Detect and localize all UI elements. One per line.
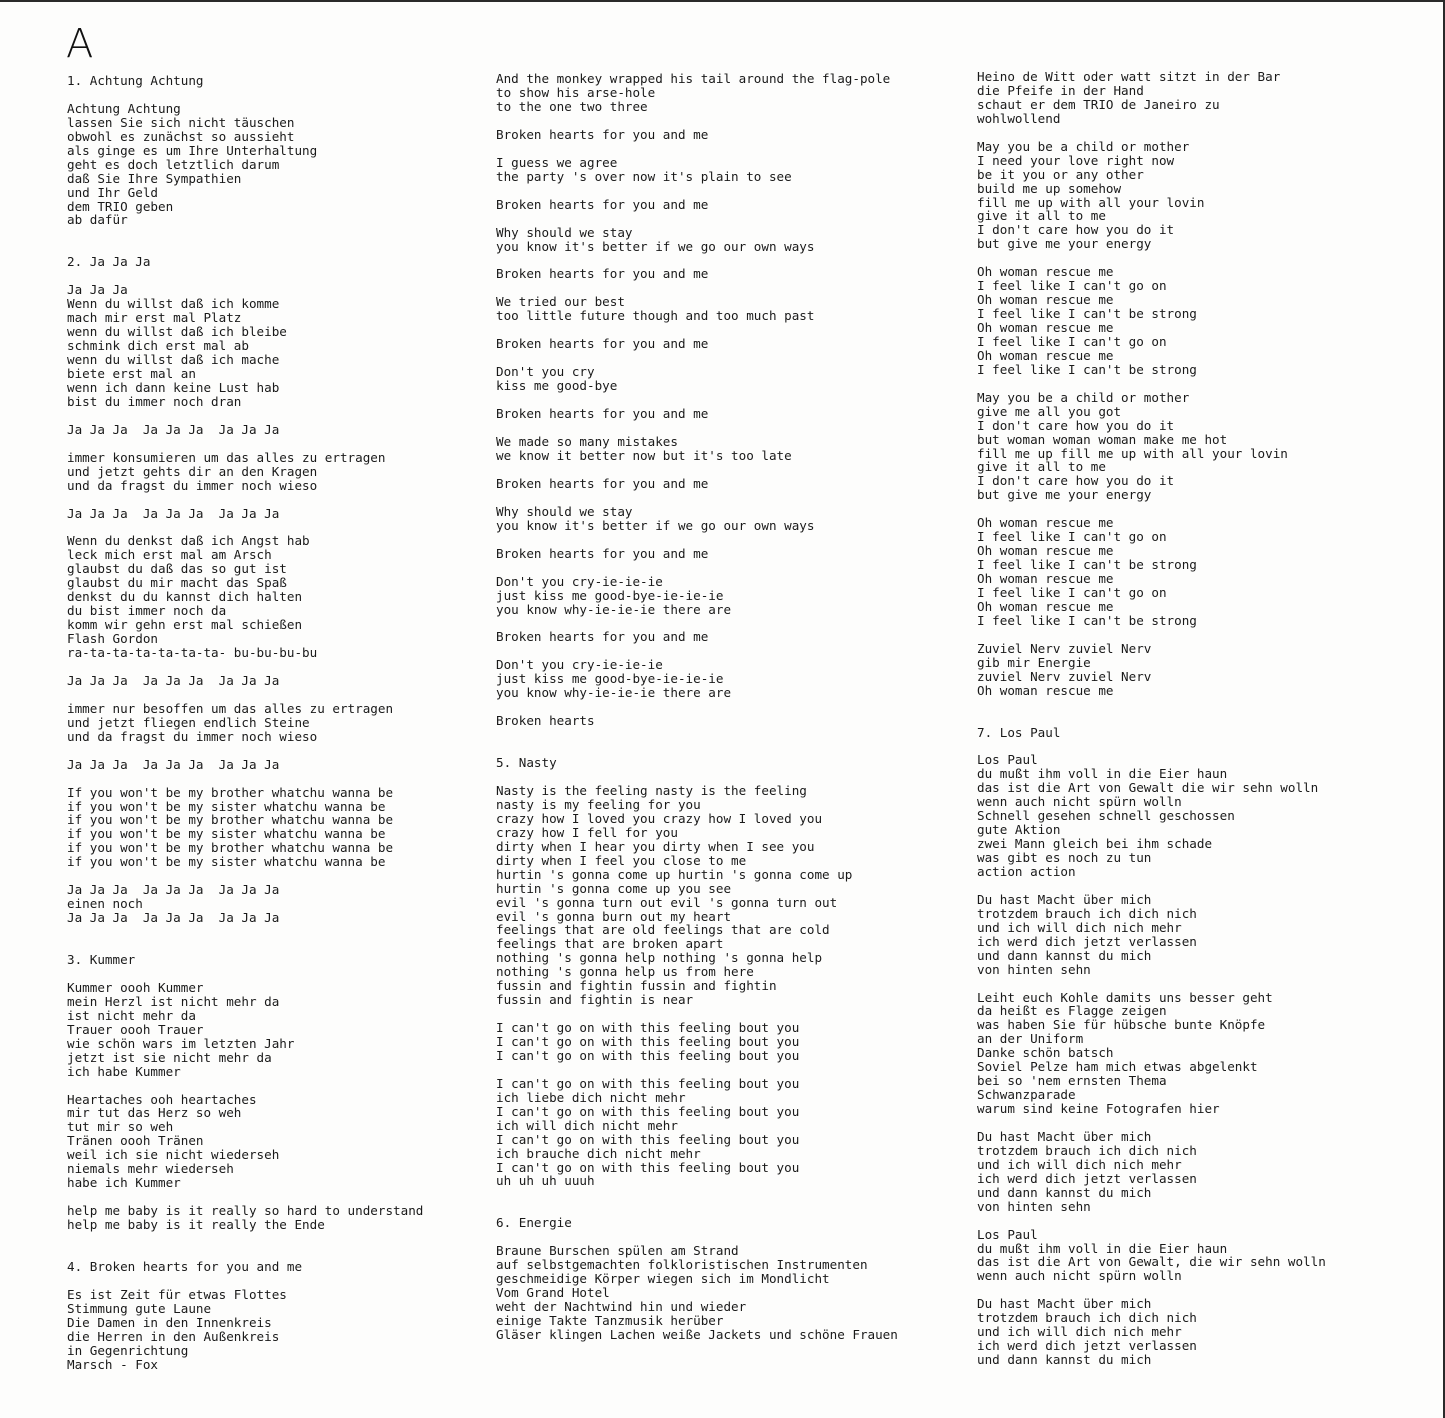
lyric-line: und Ihr Geld	[67, 184, 158, 200]
lyric-line: ich will dich nicht mehr	[496, 1117, 678, 1133]
lyric-line: weht der Nachtwind hin und wieder	[496, 1299, 747, 1315]
stanza	[977, 1130, 1437, 1214]
lyric-line: if you won't be my sister whatchu wanna be	[67, 826, 386, 842]
stanza	[977, 70, 1437, 126]
lyric-line: ra-ta-ta-ta-ta-ta-ta- bu-bu-bu-bu	[67, 644, 318, 660]
lyric-line: Oh woman rescue me	[977, 571, 1114, 586]
lyric-line: dirty when I feel you close to me	[496, 852, 747, 868]
lyric-line: trotzdem brauch ich dich nich	[977, 905, 1197, 921]
lyric-line: du bist immer noch da	[67, 603, 227, 619]
lyric-line: jetzt ist sie nicht mehr da	[67, 1049, 272, 1065]
lyric-line: und da fragst du immer noch wieso	[67, 728, 318, 744]
lyric-line: du mußt ihm voll in die Eier haun	[977, 1240, 1228, 1256]
lyric-line: Ja Ja Ja Ja Ja Ja Ja Ja Ja	[67, 672, 280, 688]
lyric-line: gib mir Energie	[977, 654, 1091, 670]
lyric-line: We tried our best	[496, 294, 625, 310]
lyric-line: Zuviel Nerv zuviel Nerv	[977, 640, 1152, 656]
lyric-line: Flash Gordon	[67, 631, 158, 647]
lyric-line: Broken hearts for you and me	[496, 196, 709, 212]
lyric-line: in Gegenrichtung	[67, 1342, 189, 1358]
lyric-line: evil 's gonna burn out my heart	[496, 908, 732, 924]
lyric-line: Ja Ja Ja Ja Ja Ja Ja Ja Ja	[67, 756, 280, 772]
lyric-line: immer nur besoffen um das alles zu ertragen	[67, 700, 394, 716]
lyric-line: Why should we stay	[496, 503, 633, 519]
lyric-line: geht es doch letztlich darum	[67, 156, 280, 172]
song-title: 4. Broken hearts for you and me	[67, 1258, 303, 1274]
lyric-line: I can't go on with this feeling bout you	[496, 1075, 800, 1091]
lyric-line: tut mir so weh	[67, 1119, 174, 1135]
lyric-line: Wenn du willst daß ich komme	[67, 296, 280, 312]
stanza	[496, 407, 966, 421]
lyric-line: und ich will dich nich mehr	[977, 1324, 1182, 1340]
stanza	[496, 337, 966, 351]
lyric-line: if you won't be my brother whatchu wanna be	[67, 812, 394, 828]
lyric-line: obwohl es zunächst so aussieht	[67, 128, 295, 144]
side-letter: A	[66, 21, 94, 67]
stanza	[67, 1093, 487, 1191]
lyrics-column-1	[67, 74, 487, 1386]
lyric-line: Oh woman rescue me	[977, 347, 1114, 363]
lyric-line: I feel like I can't be strong	[977, 306, 1197, 322]
lyric-line: fussin and fightin is near	[496, 992, 694, 1008]
lyric-line: but give me your energy	[977, 236, 1152, 252]
stanza	[977, 753, 1437, 878]
stanza	[67, 423, 487, 437]
lyric-line: trotzdem brauch ich dich nich	[977, 1310, 1197, 1326]
lyric-line: Stimmung gute Laune	[67, 1300, 212, 1316]
lyric-line: ich liebe dich nicht mehr	[496, 1089, 686, 1105]
lyric-line: Oh woman rescue me	[977, 682, 1114, 698]
lyric-line: fill me up fill me up with all your lovin	[977, 445, 1288, 461]
lyric-line: die Herren in den Außenkreis	[67, 1328, 280, 1344]
stanza	[67, 786, 487, 870]
stanza	[496, 128, 966, 142]
lyric-line: ich brauche dich nicht mehr	[496, 1145, 701, 1161]
lyric-line: und dann kannst du mich	[977, 1184, 1152, 1200]
stanza	[496, 575, 966, 617]
lyric-line: I can't go on with this feeling bout you	[496, 1034, 800, 1050]
lyrics-column-3	[977, 70, 1437, 1381]
stanza	[67, 534, 487, 659]
stanza	[977, 1228, 1437, 1284]
lyric-line: nothing 's gonna help us from here	[496, 964, 754, 980]
stanza	[496, 714, 966, 728]
lyric-line: Heartaches ooh heartaches	[67, 1091, 257, 1107]
lyric-line: Schnell gesehen schnell geschossen	[977, 808, 1235, 824]
stanza	[977, 140, 1437, 252]
lyric-line: Ja Ja Ja	[67, 282, 128, 298]
stanza	[977, 1297, 1437, 1367]
stanza	[67, 283, 487, 408]
stanza	[496, 784, 966, 1007]
lyric-line: das ist die Art von Gewalt die wir sehn wolln	[977, 780, 1319, 796]
stanza	[977, 516, 1437, 628]
lyric-line: feelings that are broken apart	[496, 936, 724, 952]
lyric-line: I need your love right now	[977, 152, 1175, 168]
lyric-line: dirty when I hear you dirty when I see you	[496, 838, 815, 854]
lyric-line: niemals mehr wiederseh	[67, 1161, 234, 1177]
stanza	[496, 505, 966, 533]
song-title: 3. Kummer	[67, 952, 136, 968]
song-title: 1. Achtung Achtung	[67, 73, 204, 88]
stanza	[977, 391, 1437, 503]
lyric-line: If you won't be my brother whatchu wanna be	[67, 784, 394, 800]
stanza	[496, 365, 966, 393]
lyric-line: Leiht euch Kohle damits uns besser geht	[977, 989, 1273, 1005]
lyric-line: ich habe Kummer	[67, 1063, 181, 1079]
lyric-line: wenn du willst daß ich mache	[67, 352, 280, 368]
lyric-line: too little future though and too much past	[496, 308, 815, 324]
lyric-line: auf selbstgemachten folkloristischen Instrumenten	[496, 1257, 868, 1273]
lyric-line: just kiss me good-bye-ie-ie-ie	[496, 587, 724, 603]
lyric-line: Broken hearts for you and me	[496, 266, 709, 282]
stanza	[496, 267, 966, 281]
lyric-line: And the monkey wrapped his tail around the flag-pole	[496, 71, 891, 86]
lyric-line: give it all to me	[977, 208, 1106, 224]
lyric-line: Oh woman rescue me	[977, 320, 1114, 335]
song-title: 6. Energie	[496, 1215, 572, 1231]
lyric-line: Es ist Zeit für etwas Flottes	[67, 1286, 287, 1302]
lyric-line: I feel like I can't go on	[977, 333, 1167, 349]
stanza	[67, 883, 487, 925]
stanza	[67, 507, 487, 521]
lyric-line: Soviel Pelze ham mich etwas abgelenkt	[977, 1059, 1258, 1075]
lyric-line: if you won't be my sister whatchu wanna be	[67, 854, 386, 870]
lyric-line: und jetzt fliegen endlich Steine	[67, 714, 310, 730]
lyric-line: wie schön wars im letzten Jahr	[67, 1035, 295, 1051]
lyric-line: einen noch	[67, 896, 143, 912]
lyric-line: ab dafür	[67, 212, 128, 228]
lyric-line: habe ich Kummer	[67, 1175, 181, 1191]
lyric-line: mach mir erst mal Platz	[67, 310, 242, 326]
lyric-line: Don't you cry	[496, 364, 595, 380]
lyric-line: crazy how I fell for you	[496, 824, 678, 840]
stanza	[67, 981, 487, 1079]
stanza	[67, 1204, 487, 1232]
lyric-line: crazy how I loved you crazy how I loved you	[496, 810, 823, 826]
lyric-line: Ja Ja Ja Ja Ja Ja Ja Ja Ja	[67, 882, 280, 898]
lyric-line: Broken hearts for you and me	[496, 126, 709, 142]
lyric-line: I don't care how you do it	[977, 473, 1175, 489]
lyric-line: und dann kannst du mich	[977, 1352, 1152, 1368]
lyric-line: Broken hearts for you and me	[496, 629, 709, 645]
lyric-line: May you be a child or mother	[977, 138, 1190, 154]
lyric-line: glaubst du daß das so gut ist	[67, 561, 287, 577]
lyric-line: Oh woman rescue me	[977, 292, 1114, 308]
lyric-line: weil ich sie nicht wiederseh	[67, 1147, 280, 1163]
lyric-line: gute Aktion	[977, 822, 1061, 838]
stanza	[496, 630, 966, 644]
lyric-line: Broken hearts for you and me	[496, 545, 709, 561]
lyric-line: I guess we agree	[496, 154, 618, 170]
stanza	[977, 893, 1437, 977]
lyric-line: wenn auch nicht spürn wolln	[977, 794, 1182, 810]
lyric-line: Oh woman rescue me	[977, 598, 1114, 614]
lyric-line: mir tut das Herz so weh	[67, 1105, 242, 1121]
stanza	[496, 72, 966, 114]
lyric-line: zuviel Nerv zuviel Nerv	[977, 668, 1152, 684]
lyric-line: mein Herzl ist nicht mehr da	[67, 993, 280, 1009]
stanza	[496, 477, 966, 491]
stanza	[496, 658, 966, 700]
lyric-line: fill me up with all your lovin	[977, 194, 1205, 210]
lyric-line: I feel like I can't be strong	[977, 612, 1197, 628]
lyric-line: I feel like I can't be strong	[977, 557, 1197, 573]
lyric-line: wenn du willst daß ich bleibe	[67, 324, 287, 340]
lyric-line: immer konsumieren um das alles zu ertragen	[67, 449, 386, 465]
lyric-line: you know why-ie-ie-ie there are	[496, 685, 732, 701]
lyric-line: if you won't be my brother whatchu wanna be	[67, 840, 394, 856]
lyric-line: Braune Burschen spülen am Strand	[496, 1243, 739, 1259]
lyric-line: Kummer oooh Kummer	[67, 979, 204, 995]
lyric-line: May you be a child or mother	[977, 389, 1190, 405]
lyric-line: we know it better now but it's too late	[496, 447, 792, 463]
lyric-line: Du hast Macht über mich	[977, 1296, 1152, 1312]
lyrics-column-2	[496, 72, 966, 1356]
stanza	[977, 265, 1437, 377]
stanza	[496, 156, 966, 184]
lyric-line: hurtin 's gonna come up hurtin 's gonna come up	[496, 866, 853, 882]
lyric-line: you know why-ie-ie-ie there are	[496, 601, 732, 617]
lyric-line: Heino de Witt oder watt sitzt in der Bar	[977, 69, 1281, 84]
lyric-line: an der Uniform	[977, 1031, 1084, 1047]
stanza	[496, 547, 966, 561]
lyric-line: da heißt es Flagge zeigen	[977, 1003, 1167, 1019]
stanza	[496, 1244, 966, 1342]
lyric-line: Broken hearts for you and me	[496, 336, 709, 352]
lyric-line: Oh woman rescue me	[977, 264, 1114, 280]
lyric-line: denkst du du kannst dich halten	[67, 589, 303, 605]
lyric-line: fussin and fightin fussin and fightin	[496, 978, 777, 994]
lyric-line: to the one two three	[496, 98, 648, 114]
lyric-line: help me baby is it really so hard to understand	[67, 1203, 424, 1219]
lyric-line: und jetzt gehts dir an den Kragen	[67, 463, 318, 479]
lyric-line: Oh woman rescue me	[977, 515, 1114, 531]
lyric-line: ich werd dich jetzt verlassen	[977, 1338, 1197, 1354]
lyric-line: the party 's over now it's plain to see	[496, 168, 792, 184]
lyric-line: dem TRIO geben	[67, 198, 174, 214]
stanza	[67, 702, 487, 744]
lyric-line: I feel like I can't go on	[977, 584, 1167, 600]
lyric-line: feelings that are old feelings that are cold	[496, 922, 830, 938]
lyric-line: Nasty is the feeling nasty is the feeling	[496, 783, 807, 799]
lyric-line: Marsch - Fox	[67, 1356, 158, 1372]
lyric-line: Achtung Achtung	[67, 100, 181, 116]
lyric-line: give it all to me	[977, 459, 1106, 475]
lyric-line: evil 's gonna turn out evil 's gonna turn out	[496, 894, 838, 910]
lyric-line: ich werd dich jetzt verlassen	[977, 1170, 1197, 1186]
stanza	[977, 991, 1437, 1116]
lyric-line: Don't you cry-ie-ie-ie	[496, 573, 663, 589]
lyric-line: uh uh uh uuuh	[496, 1173, 595, 1189]
lyric-line: action action	[977, 863, 1076, 879]
stanza	[67, 1288, 487, 1372]
lyric-line: Ja Ja Ja Ja Ja Ja Ja Ja Ja	[67, 505, 280, 521]
lyric-line: daß Sie Ihre Sympathien	[67, 170, 242, 186]
lyric-line: du mußt ihm voll in die Eier haun	[977, 766, 1228, 782]
lyric-line: trotzdem brauch ich dich nich	[977, 1142, 1197, 1158]
lyric-line: Tränen oooh Tränen	[67, 1133, 204, 1149]
lyric-line: was gibt es noch zu tun	[977, 850, 1152, 866]
stanza	[496, 435, 966, 463]
lyric-line: das ist die Art von Gewalt, die wir sehn wolln	[977, 1254, 1326, 1270]
lyric-line: but woman woman woman make me hot	[977, 431, 1228, 447]
lyric-line: lassen Sie sich nicht täuschen	[67, 114, 295, 130]
lyric-line: leck mich erst mal am Arsch	[67, 547, 272, 563]
lyric-line: nothing 's gonna help nothing 's gonna help	[496, 950, 823, 966]
lyric-line: Trauer oooh Trauer	[67, 1021, 204, 1037]
lyric-line: We made so many mistakes	[496, 434, 678, 449]
lyric-line: I can't go on with this feeling bout you	[496, 1020, 800, 1036]
lyric-line: wenn ich dann keine Lust hab	[67, 379, 280, 395]
stanza	[496, 1021, 966, 1063]
lyric-line: schaut er dem TRIO de Janeiro zu	[977, 96, 1220, 112]
lyric-line: ist nicht mehr da	[67, 1007, 196, 1023]
stanza	[496, 1077, 966, 1189]
lyric-line: Broken hearts	[496, 713, 595, 729]
lyric-line: build me up somehow	[977, 180, 1122, 196]
lyric-line: I can't go on with this feeling bout you	[496, 1103, 800, 1119]
lyric-line: glaubst du mir macht das Spaß	[67, 575, 287, 591]
lyric-line: hurtin 's gonna come up you see	[496, 880, 732, 896]
stanza	[496, 226, 966, 254]
lyric-line: to show his arse-hole	[496, 84, 656, 100]
song-title: 2. Ja Ja Ja	[67, 254, 151, 270]
lyric-line: wenn auch nicht spürn wolln	[977, 1268, 1182, 1284]
lyric-line: und ich will dich nich mehr	[977, 1156, 1182, 1172]
lyric-line: be it you or any other	[977, 166, 1144, 182]
lyric-line: just kiss me good-bye-ie-ie-ie	[496, 671, 724, 687]
lyric-line: biete erst mal an	[67, 365, 196, 381]
lyric-line: was haben Sie für hübsche bunte Knöpfe	[977, 1017, 1266, 1033]
lyric-line: Broken hearts for you and me	[496, 475, 709, 491]
lyric-line: Los Paul	[977, 752, 1038, 768]
stanza	[67, 674, 487, 688]
lyric-line: I feel like I can't go on	[977, 278, 1167, 294]
lyric-line: Why should we stay	[496, 224, 633, 240]
lyric-line: komm wir gehn erst mal schießen	[67, 617, 303, 633]
lyric-line: I can't go on with this feeling bout you	[496, 1047, 800, 1063]
lyric-line: wohlwollend	[977, 110, 1061, 126]
song-title: 5. Nasty	[496, 755, 557, 771]
lyric-line: you know it's better if we go our own ways	[496, 238, 815, 254]
lyric-line: help me baby is it really the Ende	[67, 1217, 325, 1233]
lyric-line: Du hast Macht über mich	[977, 1128, 1152, 1144]
lyric-line: von hinten sehn	[977, 961, 1091, 977]
lyric-line: einige Takte Tanzmusik herüber	[496, 1313, 724, 1329]
lyric-line: Ja Ja Ja Ja Ja Ja Ja Ja Ja	[67, 421, 280, 437]
lyric-line: nasty is my feeling for you	[496, 797, 701, 813]
lyric-line: I can't go on with this feeling bout you	[496, 1159, 800, 1175]
lyric-line: I feel like I can't be strong	[977, 361, 1197, 377]
lyric-line: als ginge es um Ihre Unterhaltung	[67, 142, 318, 158]
lyric-line: schmink dich erst mal ab	[67, 338, 249, 354]
lyric-line: bist du immer noch dran	[67, 393, 242, 409]
stanza	[67, 758, 487, 772]
song-title: 7. Los Paul	[977, 724, 1061, 740]
lyric-line: ich werd dich jetzt verlassen	[977, 933, 1197, 949]
lyric-line: Oh woman rescue me	[977, 543, 1114, 559]
lyric-line: Wenn du denkst daß ich Angst hab	[67, 533, 310, 549]
lyric-line: Los Paul	[977, 1226, 1038, 1242]
stanza	[977, 642, 1437, 698]
stanza	[496, 295, 966, 323]
lyric-line: und ich will dich nich mehr	[977, 919, 1182, 935]
lyric-line: I don't care how you do it	[977, 417, 1175, 433]
lyric-line: die Pfeife in der Hand	[977, 82, 1144, 98]
lyric-line: und dann kannst du mich	[977, 947, 1152, 963]
stanza	[67, 102, 487, 227]
lyric-line: Schwanzparade	[977, 1087, 1076, 1103]
stanza	[67, 451, 487, 493]
lyric-line: Broken hearts for you and me	[496, 406, 709, 422]
lyric-line: Gläser klingen Lachen weiße Jackets und schöne Frauen	[496, 1326, 898, 1342]
lyric-line: bei so 'nem ernsten Thema	[977, 1073, 1167, 1089]
lyric-line: Vom Grand Hotel	[496, 1285, 610, 1301]
lyric-line: give me all you got	[977, 403, 1122, 419]
lyric-line: Die Damen in den Innenkreis	[67, 1314, 272, 1330]
lyric-line: und da fragst du immer noch wieso	[67, 477, 318, 493]
lyric-line: I feel like I can't go on	[977, 529, 1167, 545]
lyric-line: Danke schön batsch	[977, 1045, 1114, 1061]
stanza	[496, 198, 966, 212]
lyric-line: I don't care how you do it	[977, 222, 1175, 238]
lyric-line: I can't go on with this feeling bout you	[496, 1131, 800, 1147]
lyric-line: Ja Ja Ja Ja Ja Ja Ja Ja Ja	[67, 910, 280, 926]
lyric-line: kiss me good-bye	[496, 378, 618, 394]
lyric-line: but give me your energy	[977, 487, 1152, 503]
lyric-line: if you won't be my sister whatchu wanna be	[67, 798, 386, 814]
lyric-line: zwei Mann gleich bei ihm schade	[977, 836, 1213, 852]
lyric-line: Don't you cry-ie-ie-ie	[496, 657, 663, 673]
lyric-line: von hinten sehn	[977, 1198, 1091, 1214]
lyric-line: you know it's better if we go our own ways	[496, 517, 815, 533]
lyric-line: Du hast Macht über mich	[977, 891, 1152, 907]
lyric-line: geschmeidige Körper wiegen sich im Mondlicht	[496, 1271, 830, 1287]
lyric-line: warum sind keine Fotografen hier	[977, 1101, 1220, 1117]
